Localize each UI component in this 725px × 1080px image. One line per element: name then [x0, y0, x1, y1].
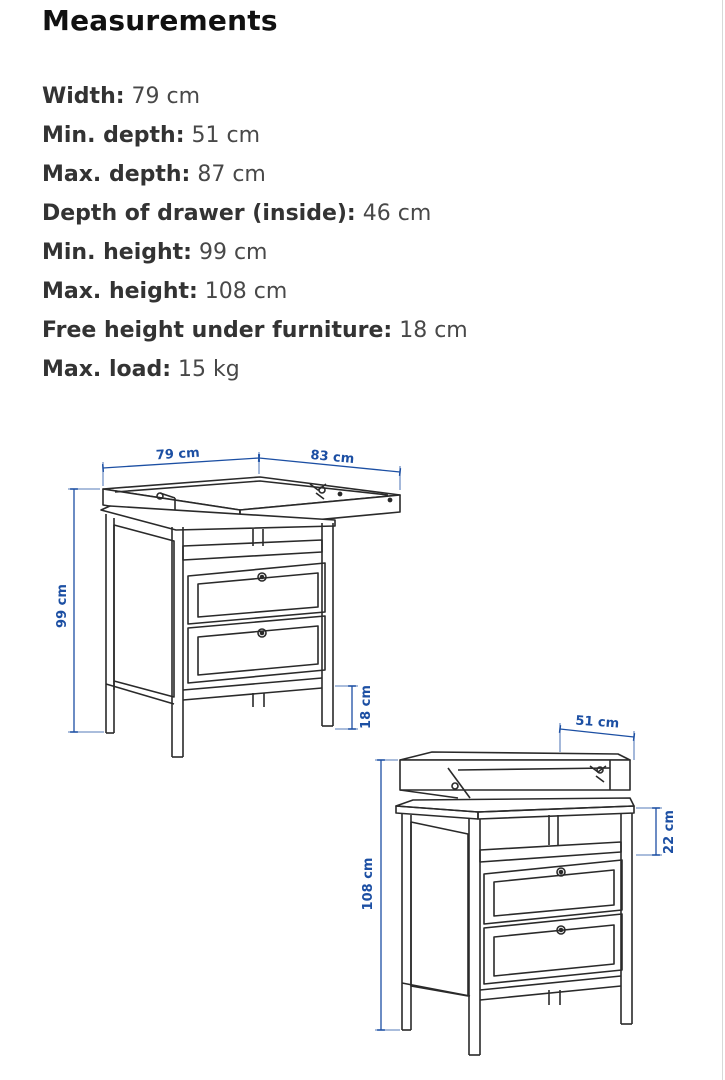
spec-label: Max. depth:	[42, 162, 191, 187]
spec-label: Width:	[42, 84, 125, 109]
left-side-panel	[106, 514, 174, 733]
closed-front-left-leg	[469, 819, 480, 1055]
spec-value: 79 cm	[131, 84, 201, 109]
top-drawer	[188, 563, 325, 624]
spec-label: Max. load:	[42, 357, 171, 382]
closed-depth-label: 51 cm	[574, 713, 620, 732]
open-view-furniture	[101, 477, 400, 757]
spec-value: 18 cm	[399, 318, 468, 343]
spec-label: Max. height:	[42, 279, 198, 304]
open-clearance-label: 18 cm	[359, 685, 374, 729]
open-width-label: 79 cm	[155, 445, 201, 464]
closed-top-drawer	[484, 860, 622, 924]
spec-value: 51 cm	[191, 123, 261, 148]
spec-value: 46 cm	[362, 201, 432, 226]
page-title: Measurements	[42, 4, 278, 37]
spec-label: Free height under furniture:	[42, 318, 393, 343]
spec-label: Min. height:	[42, 240, 192, 265]
bottom-drawer	[188, 616, 325, 683]
spec-value: 99 cm	[198, 240, 268, 265]
spec-label: Min. depth:	[42, 123, 185, 148]
spec-value: 15 kg	[178, 357, 240, 382]
closed-view-furniture	[396, 752, 634, 1055]
closed-left-side-panel	[402, 813, 470, 1030]
open-height-label: 99 cm	[55, 584, 70, 628]
spec-value: 87 cm	[197, 162, 266, 187]
closed-top-label: 22 cm	[662, 810, 677, 854]
open-depth-label: 83 cm	[309, 447, 355, 468]
closed-bottom-drawer	[484, 914, 622, 984]
changing-guard	[400, 752, 630, 798]
front-right-leg	[322, 523, 333, 726]
spec-label: Depth of drawer (inside):	[42, 201, 356, 226]
closed-height-label: 108 cm	[361, 857, 376, 911]
spec-value: 108 cm	[204, 279, 288, 304]
